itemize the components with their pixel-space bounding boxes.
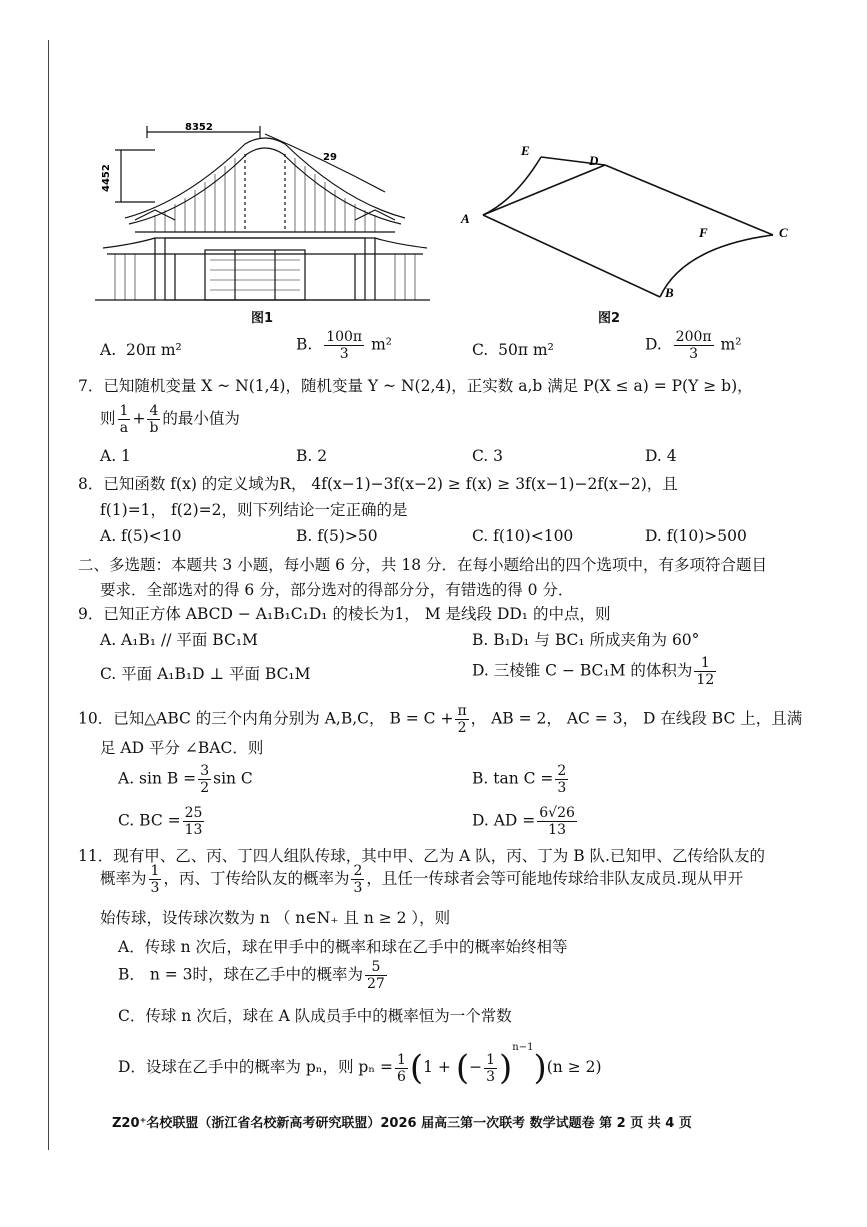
fig1-dim-height: 4452 [101, 164, 112, 192]
q7-option-c: C. 3 [472, 447, 504, 465]
q9-option-d: D. 三棱锥 C − BC₁M 的体积为 $\frac{1}{12}$ [472, 655, 715, 688]
q6-option-c: C. 50π m² [472, 341, 554, 359]
page-footer: Z20⁺名校联盟（浙江省名校新高考研究联盟）2026 届高三第一次联考 数学试题卷 第 2 页 共 4 页 [112, 1116, 692, 1131]
q7-line2: 则 $\frac{1}{a}$ + $\frac{4}{b}$ 的最小值为 [100, 403, 240, 436]
q9-option-b: B. B₁D₁ 与 BC₁ 所成夹角为 60° [472, 631, 700, 649]
fig2-label-a: A [461, 211, 470, 226]
q8-option-b: B. f(5)>50 [296, 527, 378, 545]
q9-option-c: C. 平面 A₁B₁D ⊥ 平面 BC₁M [100, 665, 311, 683]
q8-stem: 8．已知函数 f(x) 的定义域为R， 4f(x−1)−3f(x−2) ≥ f(x) ≥ 3f(x−1)−2f(x−2)，且 [78, 475, 678, 493]
q11-option-a: A．传球 n 次后，球在甲手中的概率和球在乙手中的概率始终相等 [118, 938, 568, 956]
fig1-dim-slope: 29 [323, 152, 337, 163]
figure-2-surface [455, 135, 800, 305]
section2-line1: 二、多选题：本题共 3 小题，每小题 6 分，共 18 分．在每小题给出的四个选项中，有多项符合题目 [78, 556, 768, 574]
fig2-label-b: B [665, 285, 674, 300]
fig2-label-f: F [699, 225, 708, 240]
q6-option-b: B. $\frac{100\pi}{3}$ m² [296, 329, 392, 362]
q11-line3: 始传球，设传球次数为 n （ n∈N₊ 且 n ≥ 2 ），则 [100, 909, 451, 927]
fig1-caption: 图1 [251, 311, 274, 326]
q11-option-b: B． n = 3时，球在乙手中的概率为 $\frac{5}{27}$ [118, 959, 385, 992]
q10-option-d: D. AD = $\frac{6√26}{13}$ [472, 805, 575, 838]
section2-line2: 要求．全部选对的得 6 分，部分选对的得部分分，有错选的得 0 分． [100, 581, 574, 599]
q10-option-b: B. tan C = $\frac{2}{3}$ [472, 763, 567, 796]
binding-line [48, 40, 49, 1150]
q11-line2: 概率为 $\frac{1}{3}$ ，丙、丁传给队友的概率为 $\frac{2}{3}$ ，且任一传球者会等可能地传球给非队友成员.现从甲开 [100, 863, 744, 896]
q9-option-a: A. A₁B₁ // 平面 BC₁M [100, 631, 258, 649]
q7-option-a: A. 1 [100, 447, 131, 465]
figure-1-temple [95, 120, 430, 310]
fig2-caption: 图2 [598, 311, 621, 326]
fig2-label-d: D [589, 153, 599, 168]
q7-stem: 7．已知随机变量 X ~ N(1,4)，随机变量 Y ~ N(2,4)，正实数 a,b 满足 P(X ≤ a) = P(Y ≥ b)， [78, 377, 753, 395]
q10-line2: 足 AD 平分 ∠BAC．则 [100, 739, 264, 757]
q8-option-c: C. f(10)<100 [472, 527, 574, 545]
fig2-label-e: E [521, 143, 530, 158]
fig1-dim-width: 8352 [185, 122, 213, 133]
q7-option-b: B. 2 [296, 447, 328, 465]
q11-option-d: D．设球在乙手中的概率为 pₙ，则 pₙ = $\frac{1}{6}$ (1 + (− $\frac{1}{3}$ )$^{n-1}$)(n ≥ 2) [118, 1042, 602, 1088]
q10-stem: 10．已知△ABC 的三个内角分别为 A,B,C， B = C + $\frac{\pi}{2}$ ， AB = 2， AC = 3， D 在线段 BC 上，且满 [78, 703, 803, 736]
q11-line1: 11．现有甲、乙、丙、丁四人组队传球，其中甲、乙为 A 队，丙、丁为 B 队.已知甲、乙传给队友的 [78, 847, 765, 865]
fig2-label-c: C [779, 225, 788, 240]
q7-option-d: D. 4 [645, 447, 677, 465]
q11-option-c: C．传球 n 次后，球在 A 队成员手中的概率恒为一个常数 [118, 1007, 512, 1025]
q9-stem: 9．已知正方体 ABCD − A₁B₁C₁D₁ 的棱长为1， M 是线段 DD₁ 的中点，则 [78, 605, 611, 623]
q8-option-d: D. f(10)>500 [645, 527, 747, 545]
q10-option-c: C. BC = $\frac{25}{13}$ [118, 805, 203, 838]
q10-option-a: A. sin B = $\frac{3}{2}$ sin C [118, 763, 253, 796]
q8-line2: f(1)=1， f(2)=2，则下列结论一定正确的是 [100, 501, 408, 519]
q6-option-d: D. $\frac{200\pi}{3}$ m² [645, 329, 742, 362]
q6-option-a: A. 20π m² [100, 341, 182, 359]
q8-option-a: A. f(5)<10 [100, 527, 182, 545]
